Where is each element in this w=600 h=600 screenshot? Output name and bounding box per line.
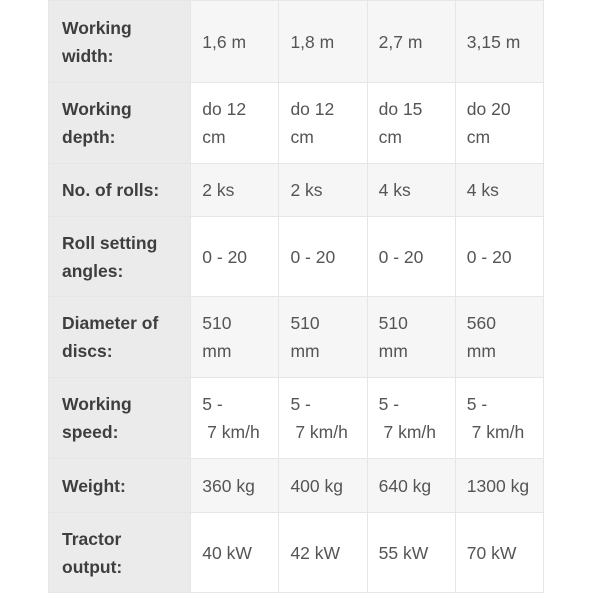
table-cell: do 15 cm [367, 83, 455, 164]
table-cell: 1,8 m [279, 1, 367, 83]
table-cell: 70 kW [455, 513, 543, 593]
table-cell: 360 kg [191, 459, 279, 513]
table-cell: 640 kg [367, 459, 455, 513]
table-cell: 0 - 20 [191, 217, 279, 297]
specifications-table [48, 0, 544, 593]
table-cell: 0 - 20 [279, 217, 367, 297]
table-cell: 5 - 7 km/h [455, 378, 543, 459]
table-cell: 1,6 m [191, 1, 279, 83]
table-cell: 2 ks [191, 164, 279, 217]
table-cell: do 20 cm [455, 83, 543, 164]
table-row-working-speed [49, 378, 544, 459]
table-cell: 400 kg [279, 459, 367, 513]
table-cell: 510 mm [191, 297, 279, 378]
row-label: Working depth: [49, 83, 191, 164]
table-cell: 40 kW [191, 513, 279, 593]
table-cell: 3,15 m [455, 1, 543, 83]
table-cell: 0 - 20 [367, 217, 455, 297]
table-cell: 4 ks [455, 164, 543, 217]
table-row-tractor-output [49, 513, 544, 593]
table-cell: 5 - 7 km/h [191, 378, 279, 459]
table-cell: 42 kW [279, 513, 367, 593]
table-cell: 4 ks [367, 164, 455, 217]
table-row-working-depth [49, 83, 544, 164]
row-label: Tractor output: [49, 513, 191, 593]
table-cell: do 12 cm [279, 83, 367, 164]
row-label: Roll setting angles: [49, 217, 191, 297]
table-cell: 5 - 7 km/h [279, 378, 367, 459]
row-label: Working speed: [49, 378, 191, 459]
table-cell: 55 kW [367, 513, 455, 593]
table-cell: 510 mm [367, 297, 455, 378]
row-label: No. of rolls: [49, 164, 191, 217]
table-cell: 2,7 m [367, 1, 455, 83]
table-row-weight [49, 459, 544, 513]
table-row-working-width [49, 1, 544, 83]
table-row-number-of-rolls [49, 164, 544, 217]
table-row-roll-setting-angles [49, 217, 544, 297]
table-cell: 0 - 20 [455, 217, 543, 297]
row-label: Weight: [49, 459, 191, 513]
row-label: Diameter of discs: [49, 297, 191, 378]
table-cell: 2 ks [279, 164, 367, 217]
table-cell: 1300 kg [455, 459, 543, 513]
row-label: Working width: [49, 1, 191, 83]
table-cell: 510 mm [279, 297, 367, 378]
table-cell: 5 - 7 km/h [367, 378, 455, 459]
table-cell: do 12 cm [191, 83, 279, 164]
table-row-diameter-of-discs [49, 297, 544, 378]
table-cell: 560 mm [455, 297, 543, 378]
